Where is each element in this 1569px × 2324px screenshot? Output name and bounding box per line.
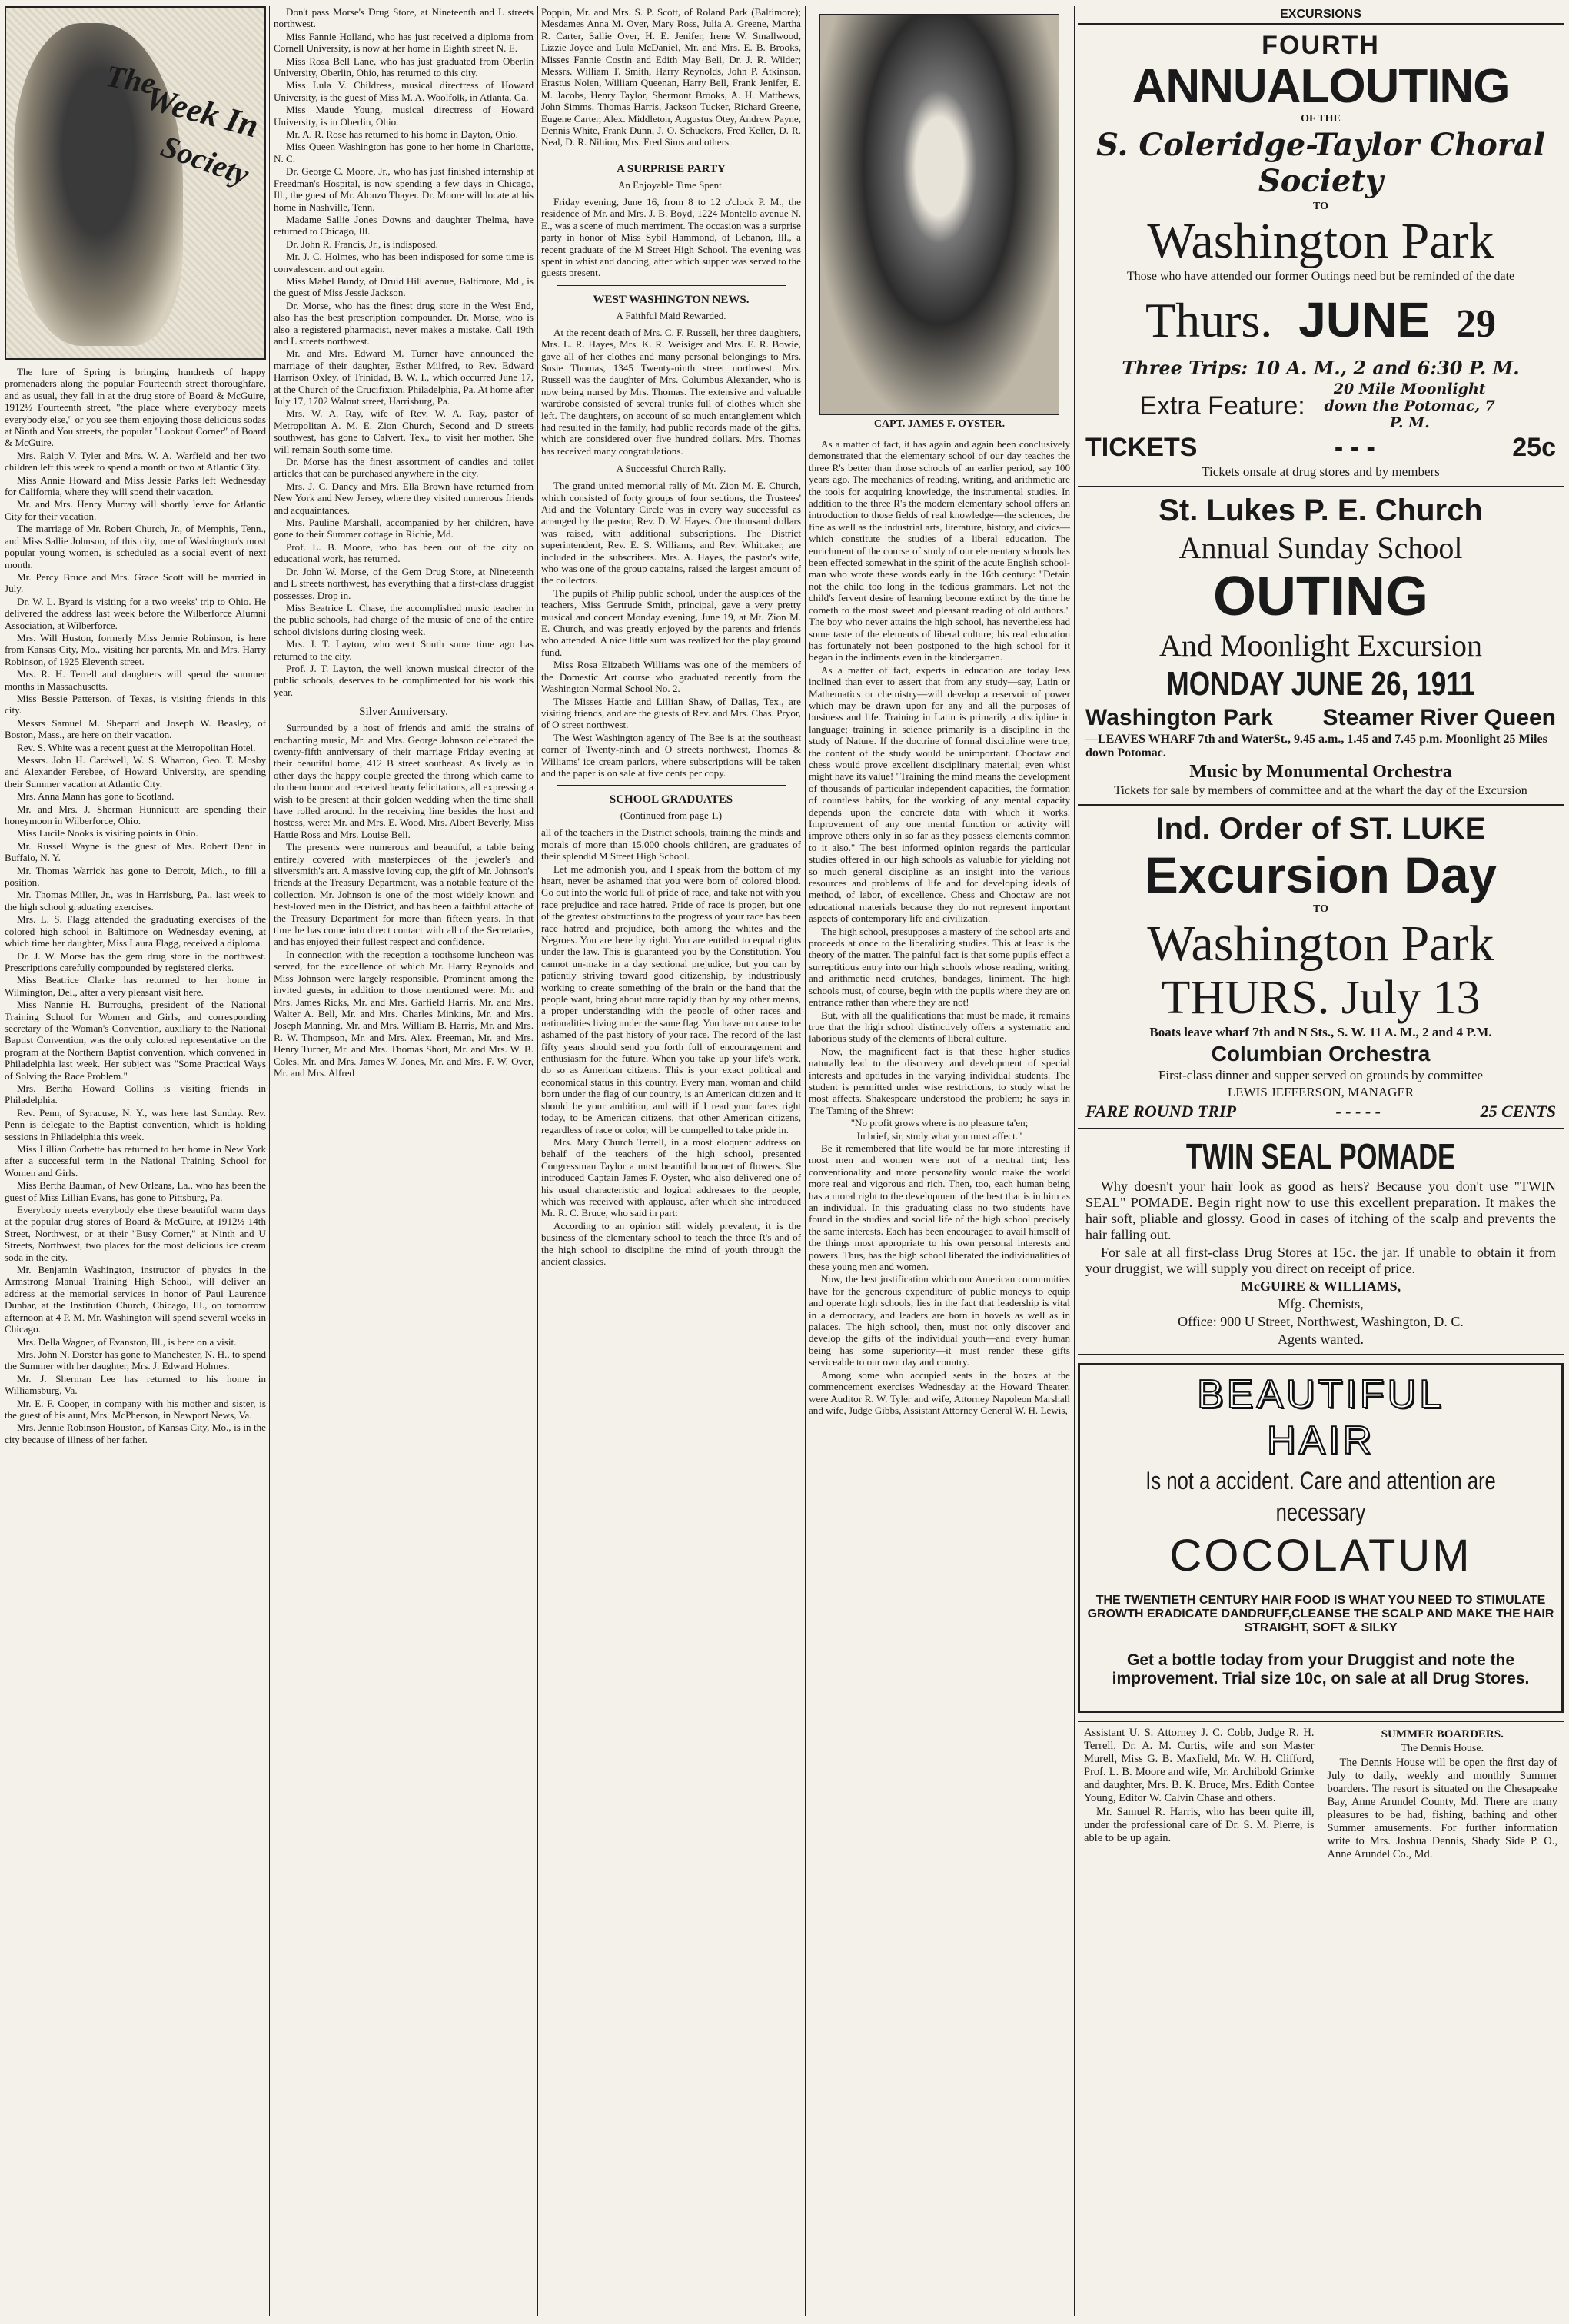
ad-line: Get a bottle today from your Druggist and note the improvement. Trial size 10c, on sale at all Drug Stores. [1112, 1651, 1530, 1687]
guest-list: Poppin, Mr. and Mrs. S. P. Scott, of Roland Park (Baltimore); Mesdames Anna M. Over, Mary Ross, Julia A. Greene, Martha R. Carter, Sallie Over, H. E. Jenifer, Irene W. Smallwood, Lizzie Joyce and Lula McDaniel, Mr. and Mrs. E. B. Brooks, Misses Fannie Costin and Edith May Bell, Dr. J. R. Wilder; Messrs. William T. Smith, Harry Reynolds, John P. Atkinson, Erastus Nolen, William Queenan, Harry Bell, Frank Jenifer, E. M. Jacobs, Henry Taylor, Shermont Brooks, A. H. Matthews, John Simms, Thomas Harris, Jackson Tucker, Richard Greene, Eugene Carter, Alex. Middleton, Augustus Otey, Andrew Payne, Dennis White, Frank Dunn, J. O. Schuckers, Fred Keller, D. R. Neal, D. R. Nihion, Mrs. Fred Sims and others. [541, 6, 801, 148]
news-item: Mrs. Anna Mann has gone to Scotland. [17, 790, 175, 803]
ad-line: MONDAY JUNE 26, 1911 [1166, 665, 1475, 703]
ad-line: - - - [1334, 433, 1375, 462]
ad-line: TO [1313, 201, 1328, 212]
ad-line: McGUIRE & WILLIAMS, [1240, 1278, 1401, 1294]
ad-line: Tickets onsale at drug stores and by members [1202, 464, 1440, 479]
article-paragraph: Let me admonish you, and I speak from the bottom of my heart, never be ashamed that you were born of colored blood. Go out into the world full of pride of race, and take not with you race prejudice and race hatred. Pride of race is proper, but one of the greatest obstructions to the progress of your race has been race hatred and prejudice, both among the whites and the Negroes. You are here by right. You are entitled to equal rights under the law. This is guaranteed you by the Constitution. You cannot un-make in a day sectional prejudice, but you can by patiently striving toward good citizenship, by industriously working to create something of the brain or the hand that the people want, bring about more rapidly than by any other means, a proper understanding with the people of other races and nationalities living under the same flag. You have no cause to be ashamed of the past history of your race. The record of the last fifty years should send you forth full of encouragement and enthusiasm for the future. When you take up your life's work, do so as American citizens. This is your exact political and economical status in this country. Every man, woman and child born under the flag of our country, is an American citizen and it should be your ambition, and will if I read your faces right today, to be American citizens, that other American citizens, regardless of race or color, will be compelled to take pride in. [541, 863, 801, 1135]
article-heading-school-graduates: SCHOOL GRADUATES [609, 793, 733, 806]
column-rule [269, 6, 270, 2316]
ad-line: Office: 900 U Street, Northwest, Washington, D. C. [1178, 1314, 1464, 1329]
article-paragraph: The presents were numerous and beautiful, a table being entirely covered with masterpieces of the jeweler's and silversmith's art. A massive loving cup, the gift of Mr. Johnson's friends at the Treasury Department, was a notable feature of the collection. Mr. Johnson is one of the most widely known and best-loved men in the District, and has been a faithful attache of the Treasury Department for more than fifteen years. In that time he has come into direct contact with all of the Secretaries, and has enjoyed their fullest respect and confidence. [274, 841, 534, 948]
ad-choral-society-outing [1078, 25, 1564, 487]
ad-line: COCOLATUM [1169, 1531, 1472, 1581]
news-item: Mr. Benjamin Washington, instructor of physics in the Armstrong Manual Training High School, will deliver an address at the memorial services in honor of Paul Laurence Dunbar, at the Institution Church, Chicago, Ill., on tomorrow afternoon at 4 P. M. Mr. Washington will spend several weeks in Chicago. [5, 1264, 266, 1335]
news-item: Miss Bessie Patterson, of Texas, is visiting friends in this city. [5, 692, 266, 716]
news-item: Mrs. J. C. Dancy and Mrs. Ella Brown have returned from New York and New Jersey, where they visited numerous friends and acquaintances. [274, 480, 534, 516]
news-item: Prof. L. B. Moore, who has been out of the city on educational work, has returned. [274, 540, 534, 565]
ad-line: Those who have attended our former Outings need but be reminded of the date [1126, 270, 1515, 283]
column-2 [274, 6, 534, 1079]
column-3 [541, 6, 801, 1267]
ad-line: FARE ROUND TRIP [1085, 1102, 1237, 1121]
ad-line: Why doesn't your hair look as good as hers? Because you don't use "TWIN SEAL" POMADE. Begin right now to use this excellent preparation. It makes the hair soft, pliable and glossy. Good in cases of itching of the scalp and prevents the hair falling out. [1085, 1179, 1556, 1242]
ad-line: THURS. July 13 [1161, 972, 1481, 1024]
news-item: Mr. Thomas Warrick has gone to Detroit, Mich., to fill a position. [5, 864, 266, 889]
ad-line: Washington Park [1085, 705, 1273, 730]
article-subheading: An Enjoyable Time Spent. [618, 178, 724, 191]
ad-line: Thurs. [1145, 293, 1273, 347]
ad-line: Annual Sunday School [1178, 530, 1463, 565]
ad-line: 20 Mile Moonlight down the Potomac, 7 P. M. [1324, 381, 1495, 431]
banner-word-week-in: Week In [141, 78, 263, 145]
article-paragraph: Among some who accupied seats in the boxes at the commencement exercises Wednesday at the Howard Theater, were Auditor R. W. Tyler and wife, Attorney Napoleon Marshall and wife, Judge Gibbs, Assistant Attorney General W. H. Lewis, [809, 1368, 1070, 1416]
article-paragraph: As a matter of fact, it has again and again been conclusively demonstrated that the elementary school of our day teaches the three R's better than those schools of an earlier period, say 100 years ago. The mechanics of reading, writing, and arithmetic are the tools for acquiring knowledge, the instrumental studies. In addition to the three R's the modern elementary school offers an introduction to those fields of real knowledge—the sciences, the fine as well as the industrial arts, literature, history, and civics—which constitute the studies of a liberal education. The enrichment of the course of study of our elementary schools has been effected somewhat in the spirit of the acute English school-man who wrote these words early in the 16th century: "Detain not the child too long in the tedious grammars. Let not the child's fervent desire of learning become extinct by the time he cometh to the most sweet and pleasant reading of old authors." The boy who never attains the high school, has nevertheless had some taste of the elements of liberal culture; his real education has fortunately not been postponed to the high school for it began in the indiments even in the kindergarten. [809, 438, 1070, 663]
news-item: Dr. George C. Moore, Jr., who has just finished internship at Freedman's Hospital, is now spending a few days in Chicago, Ill., the guest of Mr. Alonzo Thayer. Dr. Moore will locate at his home in Nashville, Tenn. [274, 165, 534, 213]
news-item: Mrs. Ralph V. Tyler and Mrs. W. A. Warfield and her two children left this week to spend a month or two at Atlantic City. [5, 449, 266, 474]
ad-line: - - - - - [1335, 1102, 1381, 1121]
news-item: Dr. Morse has the finest assortment of candies and toilet articles that can be purchased anywhere in the city. [274, 456, 534, 480]
news-item: Mr. J. C. Holmes, who has been indisposed for some time is convalescent and out again. [274, 251, 534, 274]
news-item: Miss Annie Howard and Miss Jessie Parks left Wednesday for California, where they will spend their vacation. [5, 474, 266, 498]
news-item: Mrs. R. H. Terrell and daughters will spend the summer months in Massachusetts. [5, 668, 266, 692]
news-item: Mr. E. F. Cooper, in company with his mother and sister, is the guest of his aunt, Mrs. McPherson, in Newport News, Va. [5, 1397, 266, 1421]
society-banner-illustration [5, 6, 266, 360]
ad-line: Is not a accident. Care and attention are [1145, 1467, 1496, 1494]
article-paragraph: Friday evening, June 16, from 8 to 12 o'clock P. M., the residence of Mr. and Mrs. J. B. Boyd, 1224 Montello avenue N. E., was a scene of much merriment. The occasion was a surprise party in honor of Miss Sybil Hammond, of Lebanon, Ill., a recent graduate of the M Street High School. The evening was spent in whist and dancing, after which supper was served to the guests present. [541, 195, 801, 279]
ad-line: Music by Monumental Orchestra [1189, 762, 1452, 782]
news-item: Madame Sallie Jones Downs and daughter Thelma, have returned to Chicago, Ill. [274, 213, 534, 238]
article-paragraph: Assistant U. S. Attorney J. C. Cobb, Judge R. H. Terrell, Dr. A. M. Curtis, wife and son Master Murell, Miss G. B. Maxfield, Mr. W. H. Clifford, Prof. L. B. Moore and wife, Mr. Archibold Grimke and daughter, Mrs. B. K. Bruce, Mrs. Edith Contee Young, Editor W. Calvin Chase and others. [1084, 1727, 1315, 1804]
news-item: Mrs. Will Huston, formerly Miss Jennie Robinson, is here from Kansas City, Mo., visiting her parents, Mr. and Mrs. Harry Robinson, of 1925 Eleventh street. [5, 631, 266, 667]
section-label: EXCURSIONS [1280, 8, 1361, 21]
article-paragraph: The Dennis House will be open the first day of July to daily, weekly and monthly Summer boarders. The resort is situated on the Chesapeake Bay, Anne Arundel County, Md. There are many pleasures to be had, fishing, bathing and other Summer amusements. For further information write to Mrs. Joshua Dennis, Shady Side P. O., Anne Arundel Co., Md. [1327, 1757, 1557, 1860]
divider [557, 785, 786, 786]
news-item: Don't pass Morse's Drug Store, at Nineteenth and L streets northwest. [274, 6, 534, 30]
ad-line: Mfg. Chemists, [1278, 1296, 1364, 1312]
column-4 [809, 6, 1070, 1416]
news-item: Miss Queen Washington has gone to her home in Charlotte, N. C. [274, 141, 534, 165]
ad-line: THE TWENTIETH CENTURY HAIR FOOD IS WHAT YOU NEED TO STIMULATE GROWTH ERADICATE DANDRUFF,CLEANSE THE SCALP AND MAKE THE HAIR STRAIGHT, SOFT & SILKY [1087, 1594, 1554, 1634]
article-paragraph: The pupils of Philip public school, under the auspices of the teachers, Miss Gertrude Smith, principal, gave a very pretty musical and concert Monday evening, June 19, at Mt. Zion M. E. Church, and was greatly enjoyed by the parents and friends who attended. A nice little sum was realized for the play ground fund. [541, 587, 801, 658]
ad-line: —LEAVES WHARF 7th and WaterSt., 9.45 a.m., 1.45 and 7.45 p.m. Moonlight 25 Miles down Potomac. [1085, 733, 1547, 760]
news-item: Rev. S. White was a recent guest at the Metropolitan Hotel. [17, 741, 256, 753]
news-item: Mr. Thomas Miller, Jr., was in Harrisburg, Pa., last week to the high school graduating exercises. [5, 889, 266, 913]
article-paragraph: The high school, presupposes a mastery of the school arts and proceeds at once to the liberalizing studies. This at least is the theory of the matter. The painful fact is that some pupils effect a surreptitious entry into our high schools whose reading, writing, and arithmetic need crutches, bandages, liniment. The high schools must, of course, begin with the pupils where they are on entrance rather than where they are not! [809, 925, 1070, 1009]
news-item: The lure of Spring is bringing hundreds of happy promenaders along the popular Fourteenth street thoroughfare, and as usual, they fall in at the drug store of Board & McGuire, 1912½ Fourteenth street, "the place where everybody meets everybody else," or you see them enjoying those delicious sodas at Ninth and You streets, the popular "Lookout Corner" of Board & McGuire. [5, 366, 266, 449]
ad-line: And Moonlight Excursion [1159, 628, 1482, 663]
news-item: Miss Maude Young, musical directress of Howard University, is in Oberlin, Ohio. [274, 104, 534, 128]
news-item: Miss Mabel Bundy, of Druid Hill avenue, Baltimore, Md., is the guest of Miss Jessie Jackson. [274, 274, 534, 299]
advertisements-column [1078, 6, 1564, 1866]
news-item: Mr. and Mrs. J. Sherman Hunnicutt are spending their honeymoon in Wilberforce, Ohio. [5, 803, 266, 827]
ad-line: Ind. Order of ST. LUKE [1155, 812, 1486, 846]
news-item: Prof. J. T. Layton, the well known musical director of the public schools, deserves to be complimented for his work this year. [274, 662, 534, 698]
ad-line: TICKETS [1085, 433, 1198, 462]
article-paragraph: all of the teachers in the District schools, training the minds and morals of more than 15,000 chools children, are graduates of their splendid M Street High School. [541, 826, 801, 863]
summer-boarders-notice [1321, 1722, 1564, 1866]
article-paragraph: The grand united memorial rally of Mt. Zion M. E. Church, which consisted of forty groups of four sections, the Trustees' Aid and the Voluntary Circle was in every way successful as arranged by the pastor, Rev. D. W. Hayes. One thousand dollars was raised, with additional subscriptions. The District superintendent, Rev. E. S. Williams, and Rev. Whittaker, are included in the subscribers. Mrs. A. Hayes, the pastor's wife, who was one of the group captains, raised the largest amount of the collectors. [541, 480, 801, 587]
ad-line: necessary [1275, 1498, 1366, 1526]
article-paragraph: But, with all the qualifications that must be made, it remains true that the high school distinctively offers a systematic and laborious study of the elements of liberal culture. [809, 1009, 1070, 1045]
news-item: Dr. Morse, who has the finest drug store in the West End, also has the best prescription compounder. Dr. Morse, who is also a registered pharmacist, never makes a mistake. Call 19th and L streets northwest. [274, 299, 534, 347]
article-paragraph: The Misses Hattie and Lillian Shaw, of Dallas, Tex., are visiting friends, and are the guests of Rev. and Mrs. Chas. Pryor, of O street northwest. [541, 695, 801, 731]
column-1 [5, 6, 266, 1445]
notice-heading: SUMMER BOARDERS. [1381, 1728, 1504, 1741]
news-item: Miss Lucile Nooks is visiting points in Ohio. [17, 827, 198, 839]
news-item: Dr. W. L. Byard is visiting for a two weeks' trip to Ohio. He delivered the address last week before the Wilberforce Alumni Association, at Wilberforce. [5, 595, 266, 631]
article-paragraph: According to an opinion still widely prevalent, it is the business of the elementary school to teach the three R's and of the high school to discipline the mind of youth through the ancient classics. [541, 1219, 801, 1267]
ad-line: For sale at all first-class Drug Stores at 15c. the jar. If unable to obtain it from your druggist, we will supply you direct on receipt of price. [1085, 1245, 1556, 1276]
news-item: Mrs. J. T. Layton, who went South some time ago has returned to the city. [274, 638, 534, 662]
news-item: Mrs. Bertha Howard Collins is visiting friends in Philadelphia. [5, 1082, 266, 1106]
article-paragraph: Now, the best justification which our American communities have for the generous expenditure of public moneys to equip and operate high schools, lies in the fact that leadership is vital in a democracy, and leaders are born in hovels as well as in palaces. The high school, then, must not only discover and develop the gifts of the individual youth—and every human being has some superiority—it must render these gifts serviceable to our own day and country. [809, 1273, 1070, 1368]
article-subheading: (Continued from page 1.) [620, 810, 723, 822]
banner-word-society: Society [156, 128, 254, 192]
dancing-couple-illustration [14, 23, 183, 346]
ad-line: First-class dinner and supper served on grounds by committee [1158, 1068, 1484, 1082]
news-item: Mr. and Mrs. Henry Murray will shortly leave for Atlantic City for their vacation. [5, 498, 266, 522]
divider [557, 285, 786, 286]
news-item: Mr. J. Sherman Lee has returned to his home in Williamsburg, Va. [5, 1372, 266, 1397]
ad-line: S. Coleridge-Taylor Choral Society [1096, 127, 1545, 199]
news-item: Everybody meets everybody else these beautiful warm days at the popular drug stores of Board & McGuire, at 1912½ 14th Street, Northwest, or at their "Busy Corner," at Ninth and U Streets, Northwest, two places for the most delicious ice cream soda in the city. [5, 1204, 266, 1263]
article-paragraph: Be it remembered that life would be far more interesting if most men and women were not of a neutral tint; less conventionality and more personality would make the world more real and vigorous and rich. Then, too, each human being has a moral right to the development of the best that is in him as an individual. In this graduating class no two students have found in the studies and social life of the high school precisely the same interests. Each has been encouraged to avail himself of the things most appropriate to his own personal interests and powers. Thus, has the high school liberated the individualities of these young men and women. [809, 1142, 1070, 1273]
news-item: Messrs. John H. Cardwell, W. S. Wharton, Geo. T. Mosby and Alexander Ferebee, of Howard University, are spending their Summer vacation at Atlantic City. [5, 754, 266, 790]
portrait-caption: CAPT. JAMES F. OYSTER. [873, 418, 1006, 430]
news-item: Mr. A. R. Rose has returned to his home in Dayton, Ohio. [286, 128, 518, 141]
news-item: Miss Fannie Holland, who has just received a diploma from Cornell University, is now at her home in Eighth street N. E. [274, 30, 534, 55]
news-item: Mr. Russell Wayne is the guest of Mrs. Robert Dent in Buffalo, N. Y. [5, 839, 266, 864]
ad-twin-seal-pomade [1078, 1129, 1564, 1355]
ad-line: Tickets for sale by members of committee and at the wharf the day of the Excursion [1114, 784, 1527, 797]
column-rule [805, 6, 806, 2316]
news-item: Dr. John R. Francis, Jr., is indisposed. [286, 238, 438, 250]
article-paragraph: Mrs. Mary Church Terrell, in a most eloquent address on behalf of the teachers of the high school, presented Congressman Taylor a most beautiful bouquet of flowers. She introduced Captain James F. Oyster, who also delivered one of his usual characteristic and logical addresses to the people, which was received with applause, after which she introduced Mr. R. C. Bruce, who said in part: [541, 1135, 801, 1219]
news-item: Mrs. Della Wagner, of Evanston, Ill., is here on a visit. [17, 1335, 237, 1348]
quotation: "No profit grows where is no pleasure ta'en; [850, 1117, 1029, 1129]
article-paragraph: In connection with the reception a toothsome luncheon was served, for the excellence of which Mr. Harry Reynolds and Miss Johnson were largely responsible. Prominent among the invited guests, in addition to those mentioned were: Mr. and Mrs. James Ricks, Mr. and Mrs. Garfield Harris, Mr. and Mrs. Walter A. Bell, Mr. and Mrs. Charles Minkins, Mr. and Mrs. Joseph Manning, Mr. and Mrs. William B. Harris, Mr. and Mrs. R. W. Thompson, Mr. and Mrs. Alex. Freeman, Mr. and Mrs. Henry Turner, Mr. and Mrs. Thomas Short, Mr. and Mrs. W. B. Coles, Mr. and Mrs. James W. Jones, Mr. and Mrs. F. W. Over, Mr. and Mrs. Alfred [274, 948, 534, 1079]
column-rule [537, 6, 538, 2316]
ad-line: TO [1313, 903, 1328, 915]
banner-word-the: The [103, 58, 158, 101]
bottom-items [1078, 1721, 1564, 1866]
news-item: Miss Rosa Bell Lane, who has just graduated from Oberlin University, Oberlin, Ohio, has returned to this city. [274, 55, 534, 79]
ad-line: JUNE [1298, 292, 1431, 347]
article-paragraph: Miss Rosa Elizabeth Williams was one of the members of the Domestic Art course who graduated recently from the Washington Normal School No. 2. [541, 659, 801, 695]
ad-line: BEAUTIFUL [1196, 1372, 1445, 1417]
ad-line: Washington Park [1147, 213, 1494, 269]
article-paragraph: Now, the magnificent fact is that these higher studies naturally lead to the discovery and development of special interests and aptitudes in the varying individual students. The student is permitted under wise restrictions, to study what he most affects. Shakespeare understood the problem; he says in The Taming of the Shrew: [809, 1045, 1070, 1116]
ad-line: St. Lukes P. E. Church [1158, 494, 1483, 527]
news-item: The marriage of Mr. Robert Church, Jr., of Memphis, Tenn., and Miss Sallie Johnson, of this city, one of Washington's most popular young women, is scheduled as a social event of next month. [5, 523, 266, 570]
ad-line: Columbian Orchestra [1211, 1042, 1431, 1066]
ad-line: 25c [1512, 433, 1556, 462]
article-paragraph: As a matter of fact, experts in education are today less inclined than ever to assert that from any study—say, Latin or Mathematics or chemistry—will develop a reservoir of power which may be drawn upon for any and all the purposes of business and life. Training in Latin is primarily a discipline in language; training in science primarily is a discipline in the study of Nature. If the doctrine of formal discipline were true, the content of the study would be unimportant. Choctaw and chess would prove excellent disciplinary material; even whist might have its value! "Training the mind means the development of thousands of particular independent capacities, the formation of countless habits, for the working of any mental capacity depends upon the concrete data with which it works. Improvement of any one mental function or activity will improve others only in so far as they possess elements common to it also." The best informed opinion regards the particular studies offered in our high schools as valuable for yielding not so much general discipline as an insight into the various resources and problems of life and for developing ideals of method, of labor, of excellence. Chess and Choctaw are not educational materials because they do not represent important aspects of contemporary life and civilization. [809, 663, 1070, 925]
excursions-header [1078, 6, 1564, 25]
news-item: Mr. and Mrs. Edward M. Turner have announced the marriage of their daughter, Esther Milfred, to Rev. Edward Harrison Oxley, of Trinidad, B. W. I., which occurred June 17, at the Church of the Crucifixion, Philadelphia, Pa. At home after July 17, 1702 Walnut street, Harrisburg, Pa. [274, 347, 534, 407]
news-item: Mrs. W. A. Ray, wife of Rev. W. A. Ray, pastor of Metropolitan A. M. E. Zion Church, Second and D streets southwest, has gone to Calvert, Tex., to visit her mother. She will remain South some time. [274, 407, 534, 455]
ad-line: 25 CENTS [1480, 1102, 1556, 1121]
ad-line: Extra Feature: [1139, 391, 1305, 421]
news-item: Mrs. L. S. Flagg attended the graduating exercises of the colored high school in Baltimore on Wednesday evening, at which time her daughter, Miss Laura Flagg, received a diploma. [5, 913, 266, 949]
commencement-guests-continued [1078, 1722, 1321, 1866]
ad-cocolatum [1078, 1363, 1564, 1713]
news-item: Dr. J. W. Morse has the gem drug store in the northwest. Prescriptions carefully compounded by registered clerks. [5, 949, 266, 973]
news-item: Miss Bertha Bauman, of New Orleans, La., who has been the guest of Miss Lillian Evans, has gone to Pittsburg, Pa. [5, 1179, 266, 1203]
column-rule [1074, 6, 1075, 2316]
article-heading-surprise-party: A SURPRISE PARTY [617, 162, 726, 175]
news-item: Mr. Percy Bruce and Mrs. Grace Scott will be married in July. [5, 570, 266, 595]
article-heading-west-washington: WEST WASHINGTON NEWS. [593, 293, 750, 306]
ad-line: Three Trips: 10 A. M., 2 and 6:30 P. M. [1122, 357, 1520, 379]
article-heading-silver-anniversary: Silver Anniversary. [359, 706, 448, 719]
article-subheading: A Successful Church Rally. [616, 463, 726, 475]
ad-line: Boats leave wharf 7th and N Sts., S. W. 11 A. M., 2 and 4 P.M. [1149, 1025, 1492, 1039]
ad-line: FOURTH [1262, 31, 1380, 60]
ad-line: OUTING [1213, 566, 1428, 627]
news-item: Mrs. Pauline Marshall, accompanied by her children, have gone to their Summer cottage in Richie, Md. [274, 517, 534, 540]
ad-line: Steamer River Queen [1322, 705, 1556, 730]
ad-line: OF THE [1301, 113, 1341, 125]
article-paragraph: Surrounded by a host of friends and amid the strains of enchanting music, Mr. and Mrs. George Johnson celebrated the twenty-fifth anniversary of their marriage Friday evening at their beautiful home, 412 B street southeast. As lively as in other days the happy couple greeted the throng which came to do them honor and received hearty felicitations, all expressing a wish to be present at their golden wedding when the time shall have rolled around. In the receiving line besides the host and hostess, were: Mr. and Mrs. E. Wood, Mrs. Albert Beverly, Miss Hattie Ross and Mrs. Louise Bell. [274, 722, 534, 840]
ad-line: HAIR [1266, 1418, 1375, 1463]
article-paragraph: At the recent death of Mrs. C. F. Russell, her three daughters, Mrs. L. R. Hayes, Mrs. K. R. Weisiger and Mrs. E. R. Bowie, gave all of her clothes and many personal belongings to Mrs. Susie Thomas, 1345 Twenty-ninth street northwest. Mrs. Russell was the daughter of Mrs. Columbus Alexander, who is now being nursed by Mrs. Thomas. The extensive and valuable wardrobe consisted of several trunks full of clothes which she left. The daughters, on account of so much entanglement which had resulted in the family, had public records made of the gifts, which are considered over five hundred dollars. Mrs. Thomas has received many congratulations. [541, 326, 801, 457]
ad-line: LEWIS JEFFERSON, MANAGER [1227, 1085, 1414, 1099]
news-item: Miss Beatrice Clarke has returned to her home in Wilmington, Del., after a very pleasant visit here. [5, 974, 266, 998]
ad-line: ANNUALOUTING [1132, 60, 1510, 113]
ad-line: Washington Park [1147, 916, 1494, 972]
article-subheading: A Faithful Maid Rewarded. [616, 309, 726, 321]
society-items [5, 366, 266, 1445]
ad-line: Agents wanted. [1278, 1332, 1364, 1347]
notice-subheading: The Dennis House. [1401, 1743, 1484, 1754]
news-item: Dr. John W. Morse, of the Gem Drug Store, at Nineteenth and L streets northwest, has everything that a first-class druggist possesses. Drop in. [274, 565, 534, 601]
article-paragraph: The West Washington agency of The Bee is at the southeast corner of Twenty-ninth and O streets northwest, Thomas & Williams' ice cream parlors, where subscriptions will be taken and the paper is on sale at five cents per copy. [541, 731, 801, 779]
ad-line: Excursion Day [1144, 846, 1498, 903]
news-item: Miss Lula V. Childress, musical directress of Howard University, is the guest of Miss M. A. Woolfolk, in Atlanta, Ga. [274, 79, 534, 103]
news-item: Miss Nannie H. Burroughs, president of the National Training School for Women and Girls, and corresponding secretary of the Woman's Convention, auxiliary to the National Baptist Convention, was the only colored representative on the program at the Northern Baptist convention, which convened in Philadelphia last week. Her subject was "Some Practical Ways of Solving the Race Problem." [5, 999, 266, 1082]
news-item: Miss Beatrice L. Chase, the accomplished music teacher in the public schools, had charge of the music of one of the entire school divisions during closing week. [274, 601, 534, 637]
ad-line: 29 [1456, 302, 1497, 346]
news-item: Mrs. Jennie Robinson Houston, of Kansas City, Mo., is in the city because of illness of her father. [5, 1421, 266, 1445]
quotation: In brief, sir, study what you most affect." [856, 1129, 1022, 1142]
news-item: Mrs. John N. Dorster has gone to Manchester, N. H., to spend the Summer with her daughter, Mrs. J. Edward Holmes. [5, 1348, 266, 1372]
portrait-photo [819, 14, 1059, 415]
ad-line: TWIN SEAL POMADE [1185, 1136, 1456, 1176]
news-item: Miss Lillian Corbette has returned to her home in New York after a successful term in the National Training School for Women and Girls. [5, 1143, 266, 1179]
news-item: Messrs Samuel M. Shepard and Joseph W. Beasley, of Boston, Mass., are here on their vacation. [5, 716, 266, 741]
ad-st-lukes-outing [1078, 487, 1564, 806]
ad-st-luke-excursion [1078, 806, 1564, 1129]
article-paragraph: Mr. Samuel R. Harris, who has been quite ill, under the professional care of Dr. S. M. Pierre, is able to be up again. [1084, 1806, 1315, 1844]
news-item: Rev. Penn, of Syracuse, N. Y., was here last Sunday. Rev. Penn is delegate to the Baptist convention, which is holding sessions in Philadelphia this week. [5, 1106, 266, 1142]
